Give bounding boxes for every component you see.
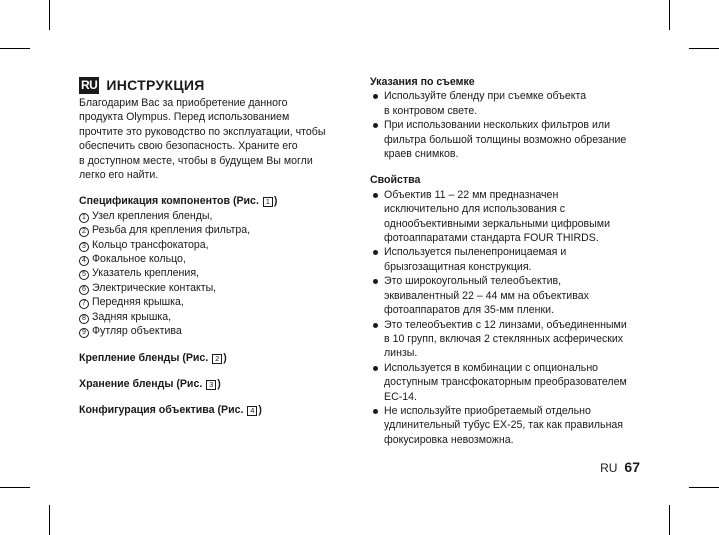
list-item: 3 Кольцо трансфокатора, (79, 238, 349, 252)
lens-config-heading: Конфигурация объектива (Рис. 4 ) (79, 404, 262, 417)
components-list (79, 209, 349, 339)
list-item: 4 Фокальное кольцо, (79, 252, 349, 266)
intro-line: продукта Olympus. Перед использованием (79, 111, 290, 124)
shooting-list (370, 89, 646, 161)
item-number: 7 (79, 299, 89, 309)
title-row (79, 75, 349, 95)
intro-line: в доступном месте, чтобы в будущем Вы могли (79, 154, 313, 167)
figure-number-box: 2 (212, 354, 222, 364)
crop-mark-bottom-right (669, 505, 670, 535)
intro-line: прочтите это руководство по эксплуатации, чтобы (79, 125, 326, 138)
right-column (370, 75, 646, 447)
features-heading: Свойства (370, 174, 421, 187)
shooting-heading: Указания по съемке (370, 76, 475, 88)
page-number: 67 (624, 459, 640, 475)
crop-mark-top-left (49, 0, 50, 30)
crop-mark-left-bottom (0, 487, 30, 488)
list-item: 5 Указатель крепления, (79, 266, 349, 280)
item-number: 4 (79, 256, 89, 266)
list-item: 6 Электрические контакты, (79, 281, 349, 295)
figure-number-box: 3 (206, 380, 216, 390)
bullet-item: Это телеобъектив с 12 линзами, объединенными в 10 групп, включая 2 стеклянных асферических линзы. (370, 318, 646, 361)
left-column (79, 75, 349, 418)
footer-language: RU (600, 461, 618, 475)
item-number: 3 (79, 242, 89, 252)
list-item: 9 Футляр объектива (79, 324, 349, 338)
figure-number-box: 4 (247, 406, 257, 416)
crop-mark-bottom-left (49, 505, 50, 535)
intro-paragraph (79, 96, 349, 182)
bullet-item: Используется пыленепроницаемая и брызгозащитная конструкция. (370, 245, 646, 274)
item-number: 9 (79, 328, 89, 338)
item-number: 6 (79, 285, 89, 295)
crop-mark-right-bottom (689, 487, 719, 488)
intro-line: Благодарим Вас за приобретение данного (79, 97, 288, 109)
bullet-item: Используйте бленду при съемке объекта в контровом свете. (370, 89, 646, 118)
intro-line: обеспечить свою безопасность. Храните его (79, 140, 298, 153)
list-item: 7 Передняя крышка, (79, 295, 349, 309)
item-number: 5 (79, 270, 89, 280)
page-footer (600, 459, 640, 475)
item-number: 2 (79, 227, 89, 237)
crop-mark-top-right (669, 0, 670, 30)
language-badge: RU (81, 77, 98, 92)
bullet-item: Не используйте приобретаемый отдельно удлинительный тубус EX-25, так как правильная фокусировка невозможна. (370, 404, 646, 447)
list-item: 8 Задняя крышка, (79, 310, 349, 324)
item-number: 8 (79, 314, 89, 324)
list-item: 2 Резьба для крепления фильтра, (79, 223, 349, 237)
crop-mark-right-top (689, 48, 719, 49)
hood-storage-heading: Хранение бленды (Рис. 3 ) (79, 377, 221, 390)
intro-line: легко его найти. (79, 169, 159, 182)
bullet-item: Используется в комбинации с опционально доступным трансфокаторным преобразователем EC-14. (370, 361, 646, 404)
crop-mark-left-top (0, 48, 30, 49)
item-number: 1 (79, 213, 89, 223)
page-title: ИНСТРУКЦИЯ (106, 76, 205, 93)
bullet-item: При использовании нескольких фильтров или фильтра большой толщины возможно обрезание краев снимков. (370, 118, 646, 161)
features-list (370, 188, 646, 447)
list-item: 1 Узел крепления бленды, (79, 209, 349, 223)
hood-attach-heading: Крепление бленды (Рис. 2 ) (79, 351, 227, 364)
bullet-item: Это широкоугольный телеобъектив, эквивалентный 22 – 44 мм на объективах фотоаппаратов для 35-мм пленки. (370, 274, 646, 317)
figure-number-box: 1 (263, 197, 273, 207)
components-heading: Спецификация компонентов (Рис. 1 ) (79, 195, 278, 208)
bullet-item: Объектив 11 – 22 мм предназначен исключительно для использования с однообъективными зеркальными цифровыми фотоаппаратами стандарта FOUR THIRDS. (370, 188, 646, 246)
